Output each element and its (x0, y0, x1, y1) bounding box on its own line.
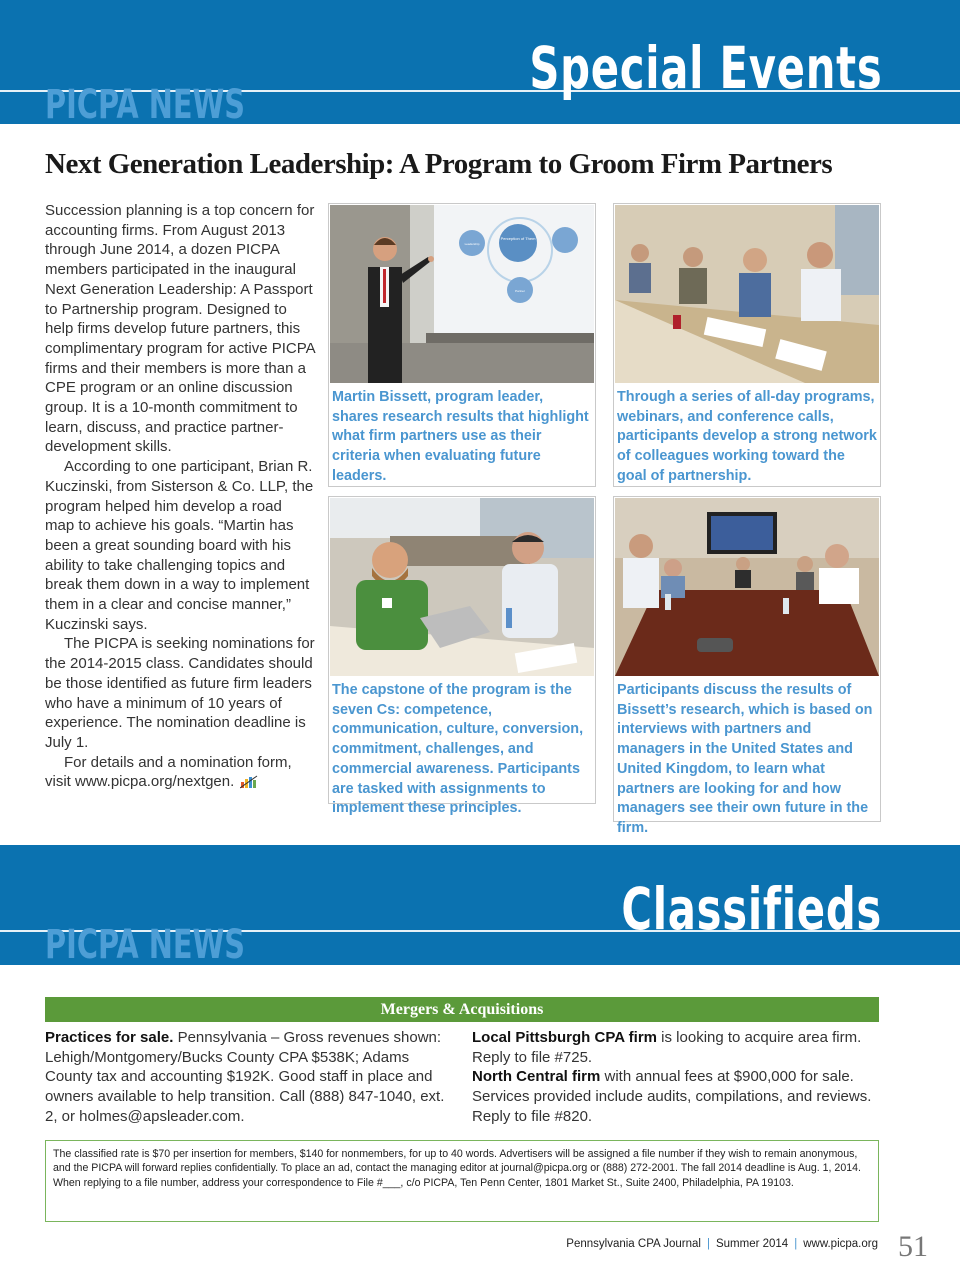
special-events-banner (0, 0, 960, 124)
classifieds-banner (0, 845, 960, 965)
picpa-news-tag: PICPA NEWS (45, 82, 246, 124)
footer-issue: Summer 2014 (715, 1238, 789, 1250)
photo-participants-table (613, 203, 881, 487)
classified-ad (472, 1067, 882, 1126)
footer-publication: Pennsylvania CPA Journal (566, 1238, 701, 1250)
page-footer (566, 1238, 878, 1250)
article-paragraph: Succession planning is a top concern for accounting firms. From August 2013 through June 2014, a dozen PICPA members participated in the inaugural Next Generation Leadership: A Passport to Partnership program. Designed to help firms develop future partners, this complimentary program for active PICPA firms and their members is more than a CPE program or an online discussion group. It is a 10-month commitment to learn, discuss, and practice partner-development skills. (45, 202, 315, 456)
photo-discussion-laptop-image (330, 498, 594, 676)
section-title-special-events: Special Events (528, 34, 882, 102)
article-body (45, 201, 315, 792)
photo-conference-room (613, 496, 881, 836)
article-paragraph: According to one participant, Brian R. Kuczinski, from Sisterson & Co. LLP, the program helped him develop a road map to achieve his goals. “Martin has been a great sounding board with his ability to take challenging topics and break them down in a way to implement them in a clear and concise manner,” Kuczinski says. (45, 458, 314, 633)
footer-separator: | (794, 1238, 798, 1250)
photo-presenter-image (330, 205, 594, 383)
slide-center-label: Perception of Them (500, 236, 536, 241)
ad-lead: North Central firm (472, 1068, 601, 1086)
end-mark-icon (240, 775, 258, 789)
presenter-illustration (330, 205, 594, 383)
ad-text: Pennsylvania – Gross revenues shown: Lehigh/Montgomery/Bucks County CPA $538K; Adams County tax and accounting $192K. Good staff in place and owners available to help transition. Call (888) 847-1040, ext. 2, or holmes@apsleader.com. (45, 1029, 445, 1125)
classified-ad-right (472, 1028, 882, 1127)
classified-ad (45, 1028, 457, 1127)
ad-text: with annual fees at $900,000 for sale. Services provided include audits, compilations, and reviews. Reply to file #820. (472, 1068, 872, 1125)
ad-text: is looking to acquire area firm. Reply to file #725. (472, 1029, 862, 1066)
photo-participants-table-image (615, 205, 879, 383)
article-paragraph (45, 753, 315, 792)
classified-ad (472, 1028, 882, 1067)
photo-presenter (328, 203, 596, 487)
footer-separator: | (706, 1238, 710, 1250)
picpa-news-tag: PICPA NEWS (45, 922, 246, 965)
ad-lead: Practices for sale. (45, 1029, 174, 1046)
section-title-classifieds: Classifieds (621, 875, 882, 943)
photo-discussion-laptop (328, 496, 596, 817)
category-header-mergers-acquisitions: Mergers & Acquisitions (45, 997, 879, 1022)
photo-conference-room-image (615, 498, 879, 676)
photo-caption: Participants discuss the results of Bissett’s research, which is based on interviews with partners and managers in the United States and United Kingdom, to learn what partners are looking for and how managers see their own future in the firm. (617, 682, 873, 836)
discussion-laptop-illustration (330, 498, 594, 676)
ad-lead: Local Pittsburgh CPA firm (472, 1029, 658, 1046)
participants-table-illustration (615, 205, 879, 383)
conference-room-illustration (615, 498, 879, 676)
slide-node-label: Leadership (464, 242, 480, 246)
photo-caption: Through a series of all-day programs, webinars, and conference calls, participants develop a strong network of colleagues working toward the goal of partnership. (617, 389, 877, 484)
photo-caption: Martin Bissett, program leader, shares research results that highlight what firm partners use as their criteria when evaluating future leaders. (332, 389, 589, 484)
classified-rate-notice: The classified rate is $70 per insertion for members, $140 for nonmembers, for up to 40 words. Advertisers will be assigned a file number if they wish to remain anonymous, and the PICPA will forward replies confidentially. To place an ad, contact the managing editor at journal@picpa.org or (888) 272-2001. The fall 2014 deadline is Aug. 1, 2014. When replying to a file number, address your correspondence to File #___, c/o PICPA, Ten Penn Center, 1801 Market St., Suite 2400, Philadelphia, PA 19103. (45, 1140, 879, 1222)
article-paragraph: The PICPA is seeking nominations for the 2014-2015 class. Candidates should be those identified as future firm leaders who have a minimum of 10 years of experience. The nomination deadline is July 1. (45, 635, 315, 751)
article-headline: Next Generation Leadership: A Program to Groom Firm Partners (45, 148, 833, 180)
article-closing-text: For details and a nomination form, visit www.picpa.org/nextgen. (45, 753, 292, 791)
slide-node-label: Partner (515, 289, 525, 293)
classified-ad-left (45, 1028, 457, 1127)
page-number: 51 (898, 1230, 928, 1263)
footer-website: www.picpa.org (803, 1238, 878, 1250)
photo-caption: The capstone of the program is the seven Cs: competence, communication, culture, conversion, commitment, challenges, and commercial awareness. Participants are tasked with assignments to implement these principles. (332, 682, 584, 817)
